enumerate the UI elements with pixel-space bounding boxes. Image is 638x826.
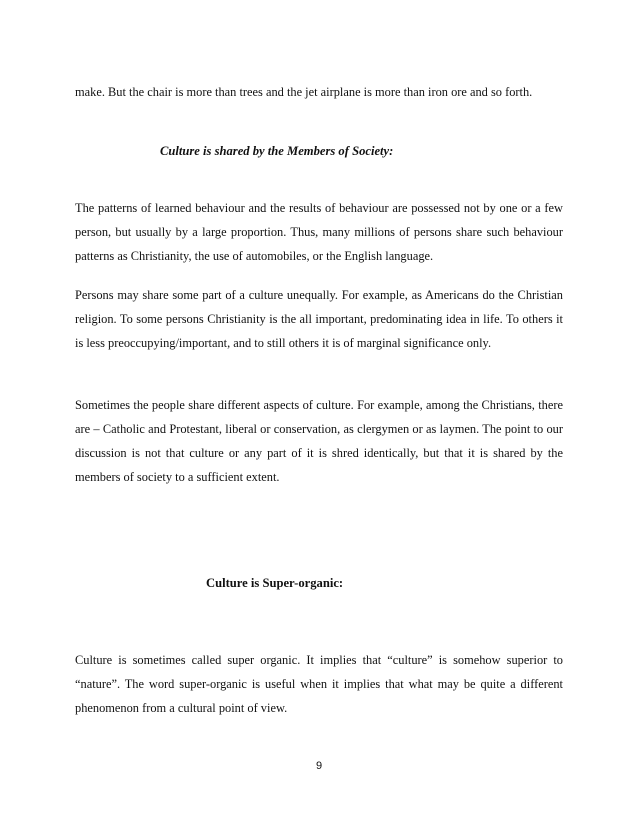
paragraph-super-organic: Culture is sometimes called super organic. It implies that “culture” is somehow superior to “nature”. The word super-organic is useful when it implies that what may be quite a different phenomenon from a cultural point of view. (75, 653, 563, 715)
heading-super-organic: Culture is Super-organic: (206, 576, 344, 590)
paragraph-share-unequally: Persons may share some part of a culture unequally. For example, as Americans do the Christian religion. To some persons Christianity is the all important, predominating idea in life. To others it is less preoccupying/important, and to still others it is of marginal significance only. (75, 288, 563, 350)
paragraph-chair-airplane: make. But the chair is more than trees and the jet airplane is more than iron ore and so forth. (75, 85, 533, 99)
paragraph-different-aspects: Sometimes the people share different aspects of culture. For example, among the Christians, there are – Catholic and Protestant, liberal or conservation, as clergymen or as laymen. The point to our discussion is not that culture or any part of it is shred identically, but that it is shared by the members of society to a sufficient extent. (75, 398, 563, 484)
heading-culture-shared: Culture is shared by the Members of Society: (160, 144, 394, 158)
page-number: 9 (315, 760, 323, 772)
paragraph-learned-behaviour: The patterns of learned behaviour and the results of behaviour are possessed not by one or a few person, but usually by a large proportion. Thus, many millions of persons share such behaviour patterns as Christianity, the use of automobiles, or the English language. (75, 201, 563, 263)
